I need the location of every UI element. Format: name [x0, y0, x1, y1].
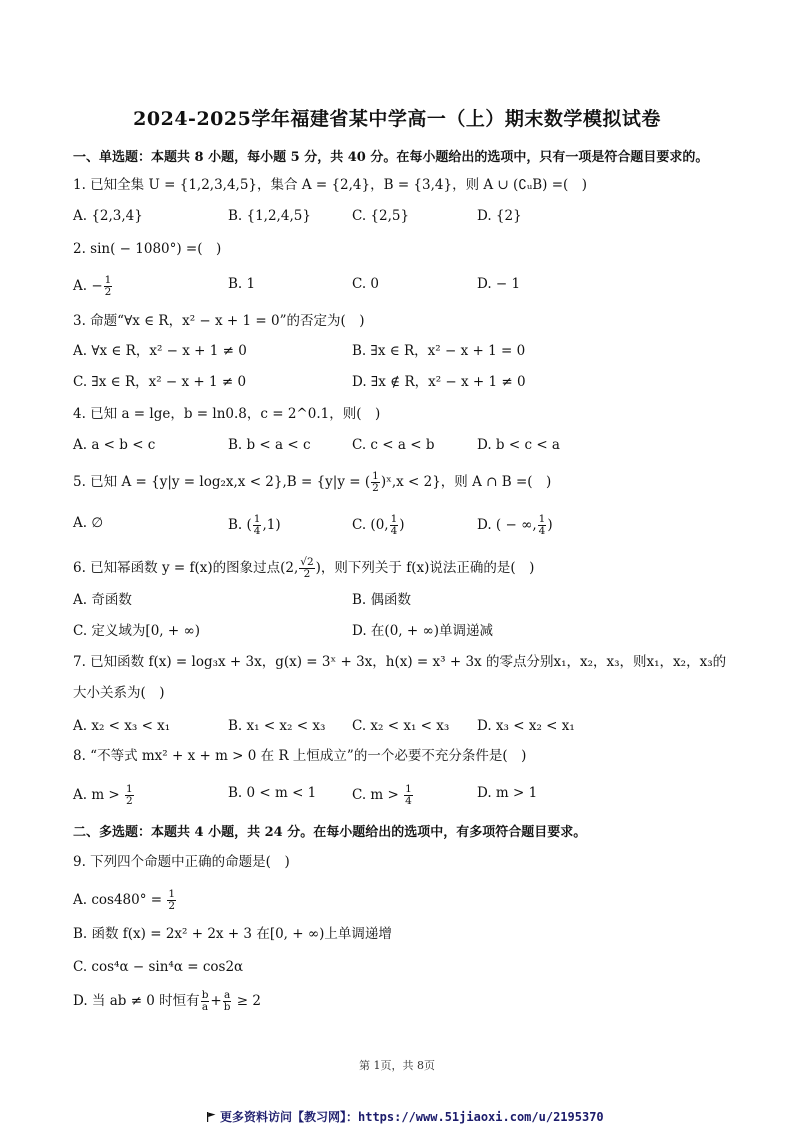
option-d[interactable]: D. {2} — [477, 208, 522, 224]
question-9-option-c[interactable]: C. cos⁴α − sin⁴α = cos2α — [73, 959, 244, 975]
option-d[interactable]: D. ∃x ∉ R，x² − x + 1 ≠ 0 — [352, 374, 526, 390]
option-c[interactable] — [352, 784, 414, 807]
option-c[interactable] — [352, 514, 405, 537]
question-8-stem: 8. “不等式 mx² + x + m > 0 在 R 上恒成立”的一个必要不充分条件是( ) — [73, 748, 527, 764]
option-c[interactable]: C. 定义域为[0, + ∞) — [73, 623, 200, 639]
option-b[interactable]: B. 1 — [228, 276, 256, 292]
question-1-options — [73, 207, 733, 225]
option-a[interactable]: A. ∀x ∈ R，x² − x + 1 ≠ 0 — [73, 343, 247, 359]
question-2-stem: 2. sin( − 1080°) =( ) — [73, 241, 222, 257]
option-d[interactable]: D. x₃ < x₂ < x₁ — [477, 718, 575, 734]
question-7-stem-line1: 7. 已知函数 f(x) = log₃x + 3x，g(x) = 3ˣ + 3x，h(x) = x³ + 3x 的零点分别x₁，x₂，x₃，则x₁，x₂，x₃的 — [73, 654, 727, 670]
numerator: 1 — [390, 513, 398, 525]
fraction — [104, 275, 113, 298]
question-4-stem: 4. 已知 a = lge，b = ln0.8，c = 2^0.1，则( ) — [73, 406, 381, 422]
option-a[interactable]: A. {2,3,4} — [73, 208, 143, 224]
option-a[interactable]: A. 奇函数 — [73, 592, 132, 608]
fraction — [125, 784, 134, 807]
option-d[interactable]: D. b < c < a — [477, 437, 560, 453]
option-d[interactable]: D. − 1 — [477, 276, 521, 292]
section-single-choice-header: 一、单选题：本题共 8 小题，每小题 5 分，共 40 分。在每小题给出的选项中，只有一项是符合题目要求的。 — [73, 150, 709, 165]
option-b[interactable] — [228, 514, 281, 537]
option-c[interactable]: C. {2,5} — [352, 208, 410, 224]
stem-part: )ˣ,x < 2}，则 A ∩ B =( ) — [380, 474, 552, 490]
denominator: a — [201, 1001, 209, 1013]
question-4-options — [73, 436, 733, 454]
option-part: C. (0, — [352, 517, 389, 533]
question-6-options-row2 — [73, 622, 733, 640]
fraction — [390, 514, 399, 537]
page-title: 2024-2025学年福建省某中学高一（上）期末数学模拟试卷 — [133, 108, 661, 130]
denominator: 4 — [253, 525, 261, 537]
option-c[interactable]: C. ∃x ∈ R，x² − x + 1 ≠ 0 — [73, 374, 247, 390]
denominator: 2 — [168, 900, 176, 912]
numerator: 1 — [253, 513, 261, 525]
promo-text: 更多资料访问【教习网】：https://www.51jiaoxi.com/u/2195370 — [220, 1110, 604, 1124]
option-d[interactable] — [477, 514, 553, 537]
numerator: √2 — [300, 556, 314, 568]
option-part: ,1) — [262, 517, 281, 533]
option-part: D. 当 ab ≠ 0 时恒有 — [73, 993, 200, 1009]
question-3-stem: 3. 命题“∀x ∈ R，x² − x + 1 = 0”的否定为( ) — [73, 313, 365, 329]
fraction — [404, 784, 413, 807]
numerator: 1 — [126, 783, 133, 795]
question-7-stem-line2: 大小关系为( ) — [73, 685, 165, 701]
fraction — [299, 557, 314, 580]
question-9-option-a[interactable] — [73, 889, 177, 912]
question-1-stem: 1. 已知全集 U = {1,2,3,4,5}，集合 A = {2,4}，B = {3,4}，则 A ∪ (∁ᵤB) =( ) — [73, 177, 588, 193]
option-part: D. ( − ∞, — [477, 517, 537, 533]
option-a[interactable]: A. a < b < c — [73, 437, 156, 453]
question-3-options-row1 — [73, 342, 733, 360]
question-2-options — [73, 274, 733, 298]
fraction — [167, 889, 176, 912]
option-a[interactable]: A. x₂ < x₃ < x₁ — [73, 718, 171, 734]
numerator: 1 — [104, 274, 112, 286]
numerator: 1 — [538, 513, 546, 525]
option-a[interactable] — [73, 275, 113, 298]
option-a[interactable]: A. ∅ — [73, 515, 104, 531]
numerator: b — [201, 989, 209, 1001]
fraction — [253, 514, 262, 537]
question-5-options — [73, 513, 733, 537]
fraction — [538, 514, 547, 537]
denominator: 2 — [126, 795, 133, 807]
question-8-options — [73, 783, 733, 807]
numerator: 1 — [405, 783, 412, 795]
page-footer: 第 1页，共 8页 — [359, 1059, 435, 1072]
option-part: B. ( — [228, 517, 252, 533]
stem-part: 5. 已知 A = {y|y = log₂x,x < 2},B = {y|y = ( — [73, 474, 371, 490]
option-d[interactable]: D. m > 1 — [477, 785, 538, 801]
option-part: A. cos480° = — [73, 892, 163, 908]
stem-part: 6. 已知幂函数 y = f(x)的图象过点(2, — [73, 560, 299, 576]
flag-icon — [206, 1112, 216, 1122]
option-c[interactable]: C. x₂ < x₁ < x₃ — [352, 718, 450, 734]
denominator: 4 — [405, 795, 412, 807]
option-part: ≥ 2 — [236, 993, 261, 1009]
section-multiple-choice-header: 二、多选题：本题共 4 小题，共 24 分。在每小题给出的选项中，有多项符合题目要求。 — [73, 825, 587, 840]
denominator: 4 — [390, 525, 398, 537]
question-7-options — [73, 717, 733, 735]
option-b[interactable]: B. x₁ < x₂ < x₃ — [228, 718, 326, 734]
option-a[interactable] — [73, 784, 135, 807]
denominator: 2 — [104, 286, 112, 298]
question-3-options-row2 — [73, 373, 733, 391]
option-b[interactable]: B. b < a < c — [228, 437, 311, 453]
stem-part: )，则下列关于 f(x)说法正确的是( ) — [315, 560, 535, 576]
question-5-stem — [73, 471, 551, 494]
numerator: a — [223, 989, 231, 1001]
denominator: b — [223, 1001, 231, 1013]
denominator: 2 — [372, 482, 379, 494]
question-9-stem: 9. 下列四个命题中正确的命题是( ) — [73, 854, 290, 870]
option-d[interactable]: D. 在(0, + ∞)单调递减 — [352, 623, 493, 639]
plus-sign: + — [210, 993, 222, 1009]
numerator: 1 — [168, 888, 176, 900]
option-a-prefix: A. − — [73, 278, 103, 294]
question-6-stem — [73, 557, 534, 580]
question-9-option-b[interactable]: B. 函数 f(x) = 2x² + 2x + 3 在[0, + ∞)上单调递增 — [73, 926, 392, 942]
option-part: C. m > — [352, 787, 399, 803]
option-part: ) — [547, 517, 553, 533]
option-c[interactable]: C. 0 — [352, 276, 380, 292]
option-b[interactable]: B. 偶函数 — [352, 592, 412, 608]
numerator: 1 — [372, 470, 379, 482]
promo-link[interactable] — [206, 1108, 604, 1125]
option-b[interactable]: B. 0 < m < 1 — [228, 785, 317, 801]
option-b[interactable]: B. {1,2,4,5} — [228, 208, 311, 224]
denominator: 4 — [538, 525, 546, 537]
option-part: A. m > — [73, 787, 120, 803]
fraction — [201, 990, 210, 1013]
denominator: 2 — [303, 568, 311, 580]
option-b[interactable]: B. ∃x ∈ R，x² − x + 1 = 0 — [352, 343, 526, 359]
option-part: ) — [399, 517, 405, 533]
fraction — [371, 471, 380, 494]
question-9-option-d[interactable] — [73, 990, 261, 1013]
question-6-options-row1 — [73, 591, 733, 609]
option-c[interactable]: C. c < a < b — [352, 437, 435, 453]
fraction — [223, 990, 232, 1013]
